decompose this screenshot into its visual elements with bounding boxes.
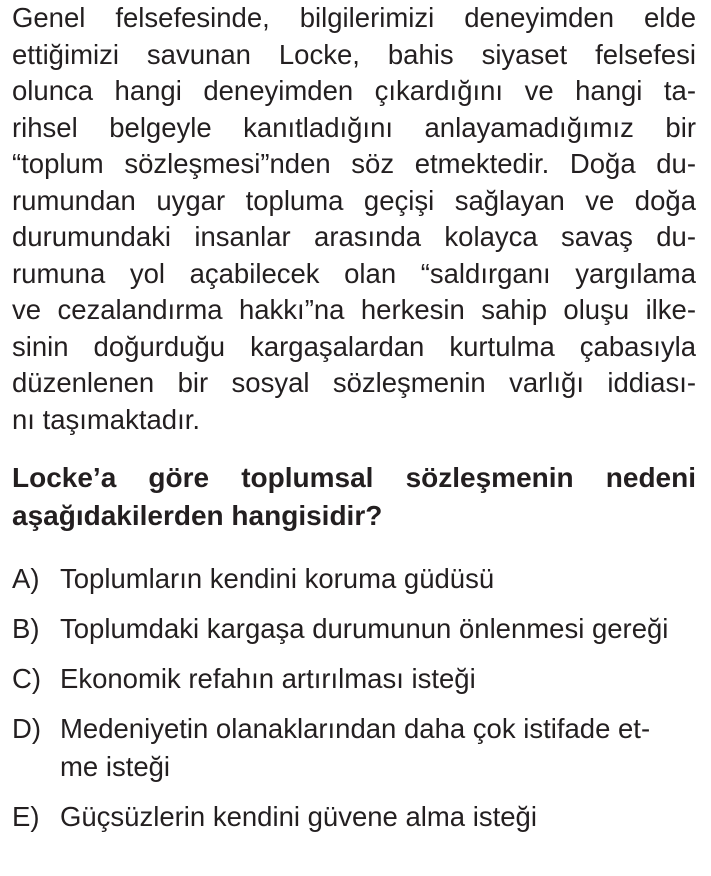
question-line: aşağıdakilerden hangisidir? — [12, 500, 383, 531]
option-letter: B) — [12, 613, 40, 644]
passage-line: rumuna yol açabilecek olan “saldırganı yargılama — [12, 257, 696, 289]
option-d[interactable] — [12, 710, 702, 786]
option-text-line: me isteği — [60, 751, 171, 782]
option-a[interactable] — [12, 560, 494, 598]
passage-line: durumundaki insanlar arasında kolayca savaş du- — [12, 221, 696, 252]
reading-passage — [12, 0, 696, 438]
question-stem — [12, 459, 696, 535]
option-text — [60, 610, 668, 648]
option-letter: A) — [12, 563, 40, 594]
option-text-line: Toplumdaki kargaşa durumunun önlenmesi gereği — [60, 613, 669, 644]
option-text-line: Medeniyetin olanaklarından daha çok istifade et- — [60, 713, 651, 744]
passage-line: ve cezalandırma hakkı”na herkesin sahip oluşu ilke- — [12, 294, 696, 325]
option-text-line: Ekonomik refahın artırılması isteği — [60, 663, 476, 694]
question-line: Locke’a göre toplumsal sözleşmenin nedeni — [12, 462, 696, 493]
option-text-line: Güçsüzlerin kendini güvene alma isteği — [60, 801, 537, 832]
passage-line: Genel felsefesinde, bilgilerimizi deneyimden elde — [12, 2, 696, 33]
option-text-line: Toplumların kendini koruma güdüsü — [60, 563, 495, 594]
option-b[interactable] — [12, 610, 668, 648]
passage-line: “toplum sözleşmesi”nden söz etmektedir. Doğa du- — [12, 148, 696, 179]
option-c[interactable] — [12, 660, 476, 698]
passage-line: ettiğimizi savunan Locke, bahis siyaset felsefesi — [12, 38, 696, 70]
passage-line: nı taşımaktadır. — [12, 403, 201, 435]
option-text — [60, 710, 702, 786]
option-text — [60, 660, 476, 698]
passage-line: rihsel belgeyle kanıtladığını anlayamadığımız bir — [12, 111, 696, 143]
passage-line: olunca hangi deneyimden çıkardığını ve hangi ta- — [12, 75, 696, 106]
option-letter: D) — [12, 713, 42, 744]
option-text — [60, 560, 494, 598]
passage-line: rumundan uygar topluma geçişi sağlayan ve doğa — [12, 184, 696, 216]
option-text — [60, 798, 537, 836]
option-letter: E) — [12, 801, 40, 832]
option-e[interactable] — [12, 798, 537, 836]
passage-line: sinin doğurduğu kargaşalardan kurtulma çabasıyla — [12, 330, 696, 362]
passage-line: düzenlenen bir sosyal sözleşmenin varlığı iddiası- — [12, 367, 696, 398]
option-letter: C) — [12, 663, 42, 694]
